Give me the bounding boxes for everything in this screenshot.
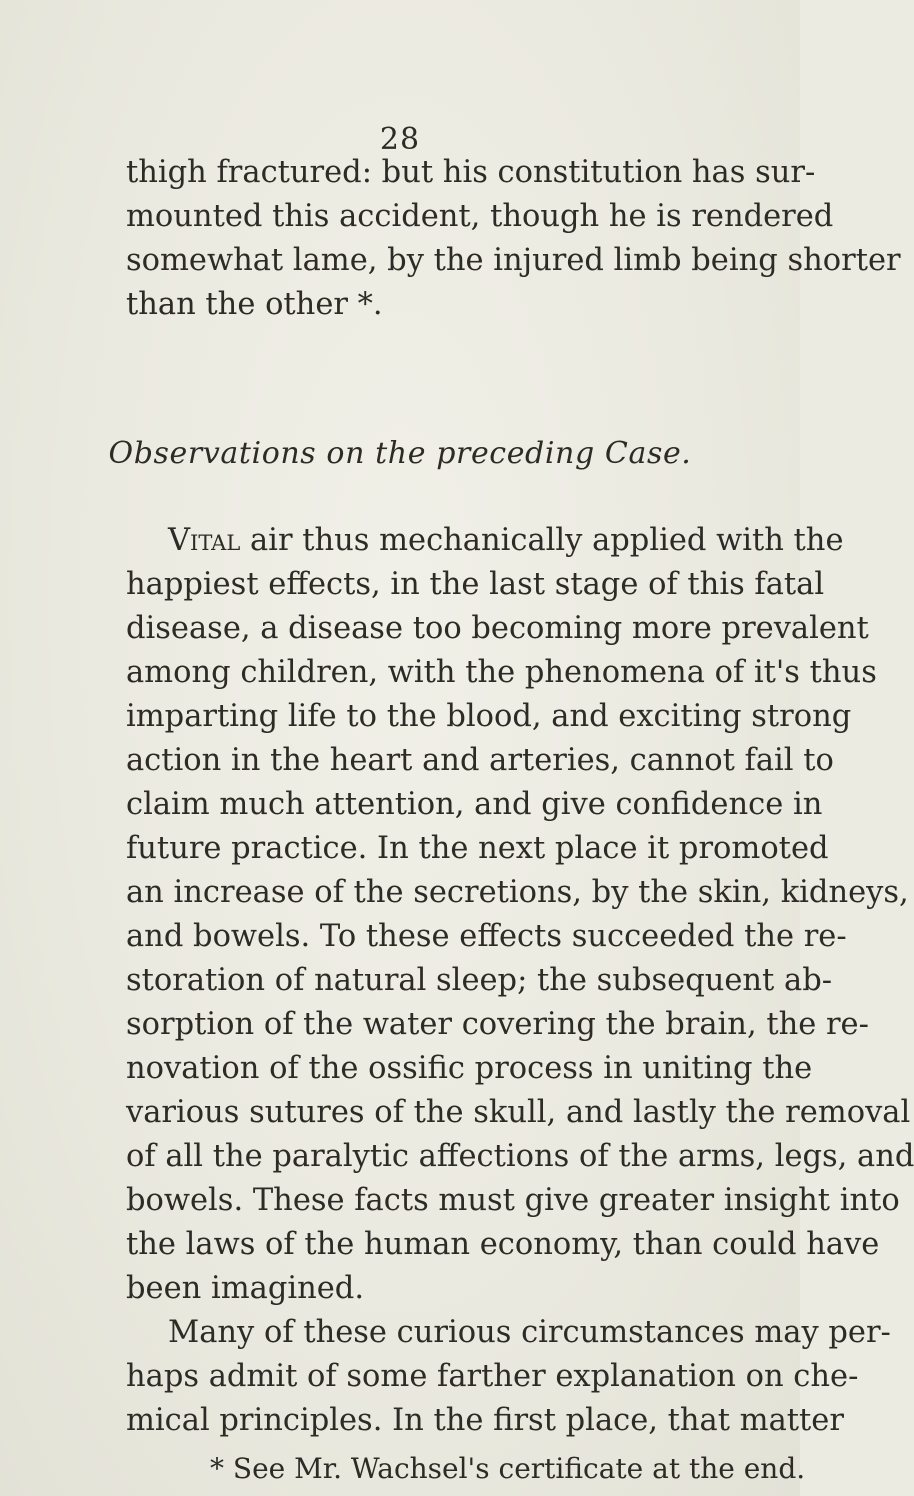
section-heading: Observations on the preceding Case. bbox=[108, 436, 692, 471]
text-line: sorption of the water covering the brain, the re- bbox=[126, 1007, 869, 1042]
text-line: somewhat lame, by the injured limb being shorter bbox=[126, 243, 901, 278]
text-line: storation of natural sleep; the subsequent ab- bbox=[126, 963, 833, 998]
text-line: imparting life to the blood, and exciting strong bbox=[126, 699, 852, 734]
text-line: disease, a disease too becoming more prevalent bbox=[126, 611, 869, 646]
text-line: happiest effects, in the last stage of this fatal bbox=[126, 567, 825, 602]
text-line: bowels. These facts must give greater insight into bbox=[126, 1183, 900, 1218]
text-line: future practice. In the next place it promoted bbox=[126, 831, 829, 866]
text-line: among children, with the phenomena of it's thus bbox=[126, 655, 877, 690]
first-line-rest: air thus mechanically applied with the bbox=[250, 523, 844, 558]
text-line: of all the paralytic affections of the arms, legs, and bbox=[126, 1139, 914, 1174]
text-line: an increase of the secretions, by the skin, kidneys, bbox=[126, 875, 909, 910]
text-line: haps admit of some farther explanation on che- bbox=[126, 1359, 859, 1394]
text-line: thigh fractured: but his constitution has sur- bbox=[126, 155, 816, 190]
text-line: claim much attention, and give confidence in bbox=[126, 787, 823, 822]
text-line: than the other *. bbox=[126, 287, 383, 322]
text-line: the laws of the human economy, than could have bbox=[126, 1227, 880, 1262]
text-line: mical principles. In the first place, that matter bbox=[126, 1403, 844, 1438]
text-line: novation of the ossific process in uniting the bbox=[126, 1051, 813, 1086]
drop-word: Vital bbox=[168, 523, 241, 558]
footnote: * See Mr. Wachsel's certificate at the end. bbox=[210, 1452, 806, 1485]
text-line: and bowels. To these effects succeeded the re- bbox=[126, 919, 847, 954]
text-line: mounted this accident, though he is rendered bbox=[126, 199, 834, 234]
text-line: various sutures of the skull, and lastly the removal bbox=[126, 1095, 911, 1130]
page-number: 28 bbox=[379, 122, 421, 157]
text-line: been imagined. bbox=[126, 1271, 365, 1306]
text-line: Many of these curious circumstances may per- bbox=[168, 1315, 891, 1350]
text-line: action in the heart and arteries, cannot fail to bbox=[126, 743, 834, 778]
paragraph-first-line bbox=[168, 523, 844, 558]
